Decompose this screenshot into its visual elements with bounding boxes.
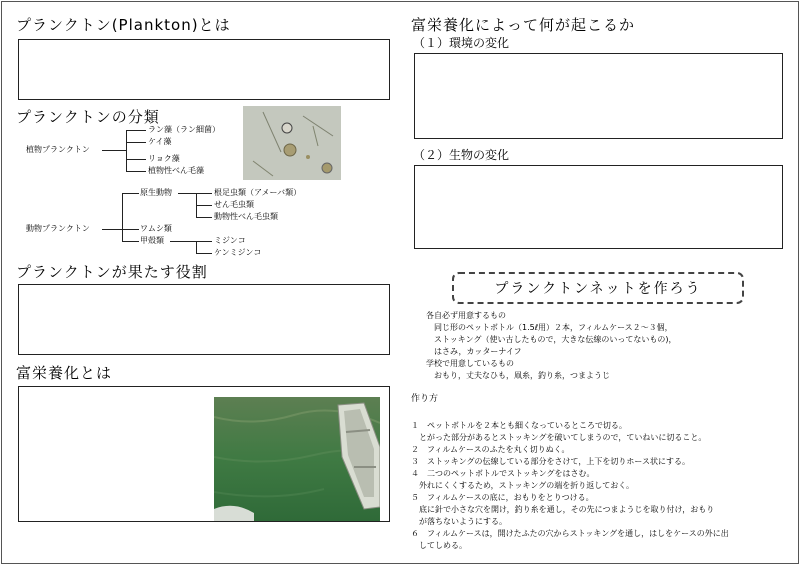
crustacean-item: ケンミジンコ: [214, 248, 262, 257]
step-line: ２ フィルムケースのふたを丸く切りぬく。: [411, 445, 570, 454]
plant-plankton-label: 植物プランクトン: [26, 145, 90, 154]
biology-change-heading: （２）生物の変化: [413, 148, 510, 162]
step-line: ４ 二つのペットボトルでストッキングをはさむ。: [411, 469, 595, 478]
step-line: 外れにくくするため，ストッキングの端を折り返しておく。: [411, 481, 635, 490]
tree-line: [122, 229, 139, 230]
tree-line: [178, 193, 196, 194]
plant-item: ラン藻（ラン細菌）: [148, 125, 220, 134]
tree-line: [126, 130, 146, 131]
tree-line: [170, 241, 196, 242]
role-answer-box[interactable]: [18, 284, 390, 355]
environment-change-heading: （１）環境の変化: [413, 36, 510, 50]
step-line: が落ちないようにする。: [411, 517, 507, 526]
materials-line: 学校で用意しているもの: [426, 359, 514, 368]
step-line: とがった部分があるとストッキングを破いてしまうので，ていねいに切ること。: [411, 433, 707, 442]
plankton-title: プランクトン(Plankton)とは: [16, 16, 231, 34]
tree-line: [126, 130, 127, 172]
tree-line: [196, 217, 212, 218]
step-line: してしめる。: [411, 541, 467, 550]
pond-image: [214, 397, 380, 521]
materials-line: おもり，丈夫なひも，凧糸，釣り糸，つまようじ: [434, 371, 610, 380]
tree-line: [196, 241, 197, 253]
rotifer-label: ワムシ類: [140, 224, 172, 233]
plant-item: ケイ藻: [148, 137, 172, 146]
tree-line: [102, 150, 126, 151]
tree-line: [126, 142, 146, 143]
crustacean-label: 甲殻類: [140, 236, 164, 245]
make-plankton-net-banner: プランクトンネットを作ろう: [452, 272, 744, 304]
tree-line: [196, 241, 212, 242]
step-line: ５ フィルムケースの底に，おもりをとりつける。: [411, 493, 594, 502]
tree-line: [122, 193, 123, 241]
tree-line: [196, 253, 212, 254]
tree-line: [126, 171, 146, 172]
protozoa-item: せん毛虫類: [214, 200, 254, 209]
crustacean-item: ミジンコ: [214, 236, 246, 245]
worksheet-page: [1, 1, 799, 564]
plant-item: 植物性べん毛藻: [148, 166, 204, 175]
protozoa-item: 根足虫類（アメーバ類）: [214, 188, 302, 197]
tree-line: [196, 205, 212, 206]
method-title: 作り方: [411, 394, 439, 404]
biology-answer-box[interactable]: [414, 165, 783, 249]
materials-line: 各自必ず用意するもの: [426, 311, 506, 320]
microscope-image: [243, 106, 341, 180]
plankton-microscope-photo: [243, 106, 341, 180]
materials-line: 同じ形のペットボトル（1.5ℓ用）２本，フィルムケース２～３個，: [434, 323, 673, 332]
tree-line: [102, 229, 122, 230]
tree-line: [126, 159, 146, 160]
step-line: ３ ストッキングの伝線している部分をさけて，上下を切りホース状にする。: [411, 457, 690, 466]
tree-line: [196, 193, 212, 194]
step-line: ６ フィルムケースは，開けたふたの穴からストッキングを通し，はしをケースの外に出: [411, 529, 729, 538]
tree-line: [122, 241, 139, 242]
animal-plankton-label: 動物プランクトン: [26, 224, 90, 233]
protozoa-item: 動物性べん毛虫類: [214, 212, 278, 221]
environment-answer-box[interactable]: [414, 53, 783, 139]
plankton-answer-box[interactable]: [18, 39, 390, 100]
tree-line: [122, 193, 139, 194]
protozoa-label: 原生動物: [140, 188, 172, 197]
materials-line: ストッキング（使い古したもので，大きな伝線のいってないもの)，: [434, 335, 677, 344]
eutrophication-title: 富栄養化とは: [16, 364, 113, 382]
step-line: １ ペットボトルを２本とも細くなっているところで切る。: [411, 421, 627, 430]
classification-title: プランクトンの分類: [16, 108, 160, 126]
green-water-boat-photo: [214, 397, 380, 521]
plant-item: リョク藻: [148, 154, 180, 163]
materials-line: はさみ，カッターナイフ: [434, 347, 522, 356]
step-line: 底に針で小さな穴を開け，釣り糸を通し，その先につまようじを取り付け，おもり: [411, 505, 715, 514]
role-title: プランクトンが果たす役割: [16, 263, 208, 281]
effect-title: 富栄養化によって何が起こるか: [411, 16, 636, 34]
